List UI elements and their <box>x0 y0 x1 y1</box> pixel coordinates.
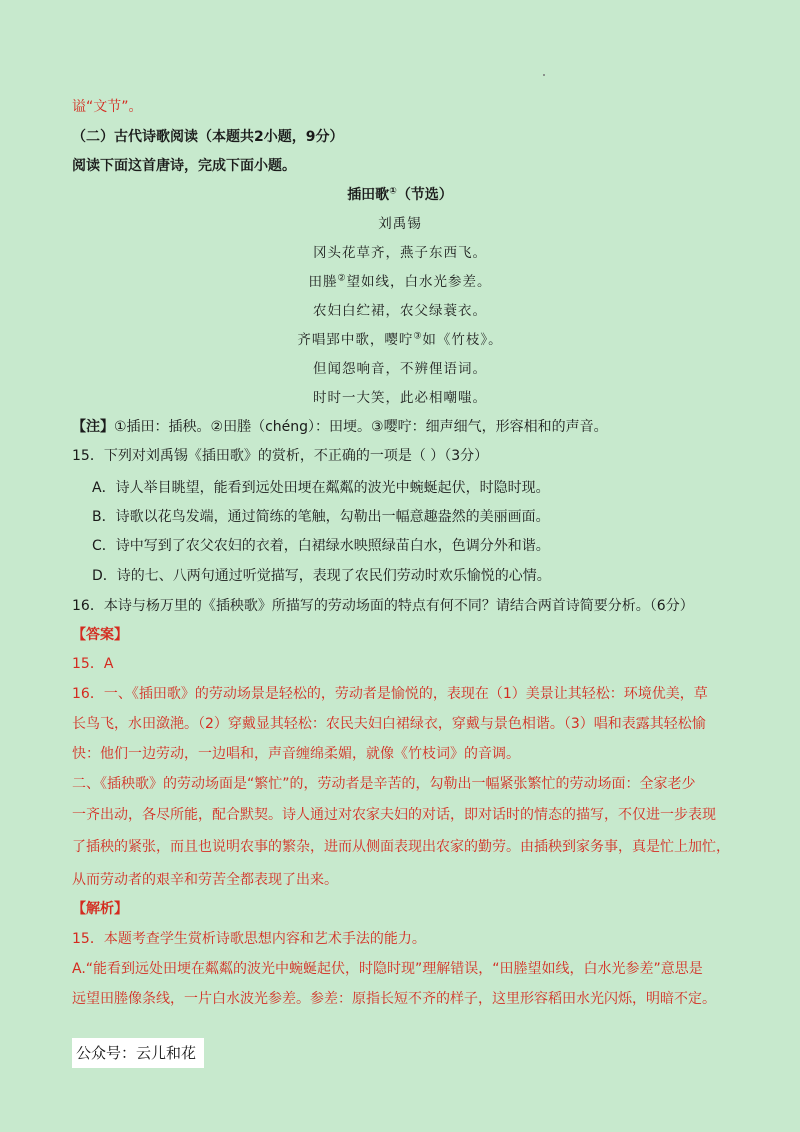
poem-line-2-note: ② <box>337 273 347 284</box>
speck <box>543 74 545 76</box>
poem-line-4-note: ③ <box>413 331 423 342</box>
previous-answer-tail: 谥“文节”。 <box>72 99 143 115</box>
poem-line-3: 农妇白纻裙，农父绿蓑衣。 <box>313 303 487 319</box>
poem-line-5: 但闻怨响音，不辨俚语词。 <box>313 361 487 377</box>
question-15-option-c: C．诗中写到了农父农妇的衣着，白裙绿水映照绿苗白水，色调分外和谐。 <box>92 538 550 554</box>
poem-line-2 <box>0 272 800 292</box>
answer-16-line-1: 16．一、《插田歌》的劳动场景是轻松的，劳动者是愉悦的，表现在（1）美景让其轻松：环境优美，草 <box>72 686 708 702</box>
poem-line-4 <box>0 330 800 350</box>
poem-title <box>0 185 800 205</box>
poem-line-4a: 齐唱郢中歌，嘤咛 <box>297 332 414 348</box>
question-15-option-b: B．诗歌以花鸟发端，通过简练的笔触，勾勒出一幅意趣盎然的美丽画面。 <box>92 509 550 525</box>
poem-title-rest: （节选） <box>396 187 453 203</box>
reading-instruction: 阅读下面这首唐诗，完成下面小题。 <box>72 158 296 174</box>
note-text: ①插田：插秧。②田塍（chéng）：田埂。③嘤咛：细声细气，形容相和的声音。 <box>114 419 608 435</box>
analysis-15-line-2: A.“能看到远处田埂在粼粼的波光中蜿蜒起伏，时隐时现”理解错误，“田塍望如线，白水光参差”意思是 <box>72 961 703 977</box>
question-15-option-a: A．诗人举目眺望，能看到远处田埂在粼粼的波光中蜿蜒起伏，时隐时现。 <box>92 480 550 496</box>
poem-title-note: ① <box>389 186 397 197</box>
answer-16-line-4: 二、《插秧歌》的劳动场面是“繁忙”的，劳动者是辛苦的，勾勒出一幅紧张繁忙的劳动场面：全家老少 <box>72 776 696 792</box>
poem-line-2b: 望如线，白水光参差。 <box>346 274 492 290</box>
answer-16-line-7: 从而劳动者的艰辛和劳苦全都表现了出来。 <box>72 872 338 888</box>
note-label: 【注】 <box>72 419 114 435</box>
analysis-label: 【解析】 <box>72 901 128 917</box>
answer-15: 15．A <box>72 656 114 672</box>
section-heading: （二）古代诗歌阅读（本题共2小题，9分） <box>72 129 344 145</box>
analysis-15-line-3: 远望田塍像条线，一片白水波光参差。参差：原指长短不齐的样子，这里形容稻田水光闪烁，明暗不定。 <box>72 991 716 1007</box>
poem-line-1: 冈头花草齐，燕子东西飞。 <box>313 245 487 261</box>
analysis-15-line-1: 15．本题考查学生赏析诗歌思想内容和艺术手法的能力。 <box>72 931 426 947</box>
poem-line-4b: 如《竹枝》。 <box>422 332 503 348</box>
poem-author: 刘禹锡 <box>378 216 422 232</box>
poem-line-2a: 田塍 <box>308 274 338 290</box>
poem-title-main: 插田歌 <box>347 187 390 203</box>
poem-line-6: 时时一大笑，此必相嘲嗤。 <box>313 390 487 406</box>
answer-16-line-5: 一齐出动，各尽所能，配合默契。诗人通过对农家夫妇的对话，即对话时的情态的描写，不仅进一步表现 <box>72 807 716 823</box>
answer-16-line-6: 了插秧的紧张，而且也说明农事的繁杂，进而从侧面表现出农家的勤劳。由插秧到家务事，真是忙上加忙， <box>72 839 730 855</box>
poem-notes <box>72 417 608 437</box>
footer-sticker <box>72 1038 204 1068</box>
question-15-option-d: D．诗的七、八两句通过听觉描写，表现了农民们劳动时欢乐愉悦的心情。 <box>92 568 551 584</box>
question-15: 15．下列对刘禹锡《插田歌》的赏析，不正确的一项是（ ）（3分） <box>72 448 489 464</box>
answer-label: 【答案】 <box>72 627 128 643</box>
footer-sticker-text: 公众号：云儿和花 <box>76 1044 197 1062</box>
question-16: 16．本诗与杨万里的《插秧歌》所描写的劳动场面的特点有何不同？请结合两首诗简要分析。（6分） <box>72 598 694 614</box>
answer-16-line-2: 长鸟飞，水田潋滟。（2）穿戴显其轻松：农民夫妇白裙绿衣，穿戴与景色相谐。（3）唱和表露其轻松愉 <box>72 716 706 732</box>
answer-16-line-3: 快：他们一边劳动，一边唱和，声音缠绵柔媚，就像《竹枝词》的音调。 <box>72 746 520 762</box>
